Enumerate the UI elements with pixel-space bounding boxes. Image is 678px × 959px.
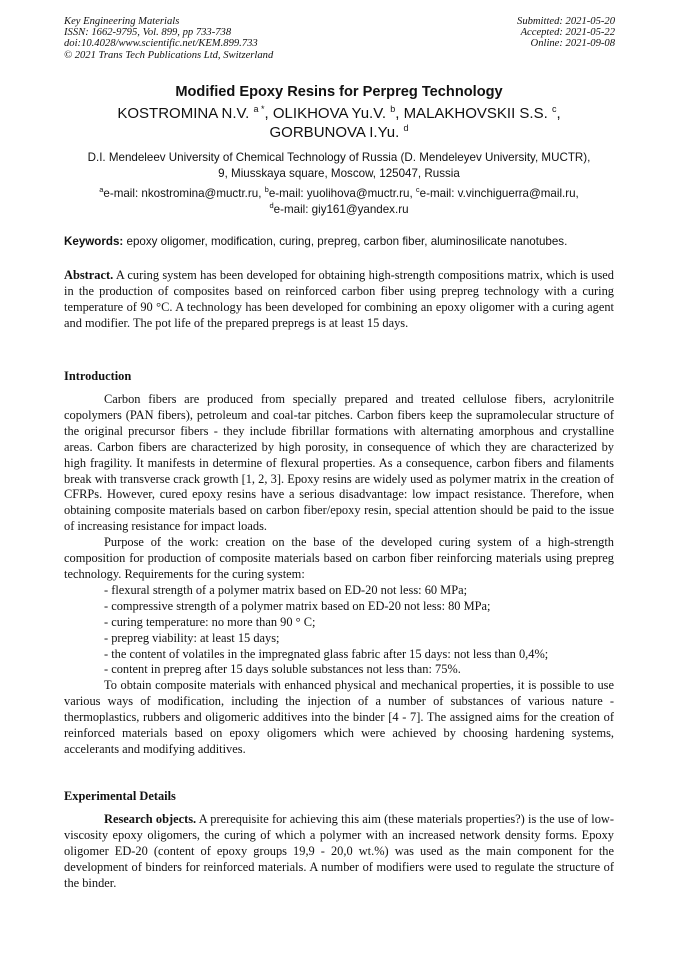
requirement-item: - flexural strength of a polymer matrix based on ED-20 not less: 60 MPa; bbox=[104, 582, 468, 597]
requirement-item: - compressive strength of a polymer matrix based on ED-20 not less: 80 MPa; bbox=[104, 598, 491, 613]
author-name: KOSTROMINA N.V. bbox=[117, 105, 250, 122]
requirement-item: - curing temperature: no more than 90 ° C; bbox=[104, 614, 316, 629]
keywords bbox=[64, 235, 624, 248]
email-link[interactable]: e-mail: giy161@yandex.ru bbox=[273, 202, 409, 216]
email-sup: b bbox=[264, 185, 269, 195]
paragraph: To obtain composite materials with enhanced physical and mechanical properties, it is possible to use various ways of modification, including the injection of a number of substances of various nature - thermoplastics, rubbers and oligomeric additives into the binder [4 - 7]. The assigned aims for the creation of reinforced materials based on epoxy oligomers which were achieved by choosing hardening systems, accelerants and modifying additives. bbox=[64, 678, 614, 756]
email-sup: c bbox=[415, 185, 420, 195]
introduction-body bbox=[64, 392, 614, 758]
requirement-item: - content in prepreg after 15 days soluble substances not less than: 75%. bbox=[104, 662, 461, 677]
copyright-line: © 2021 Trans Tech Publications Ltd, Switzerland bbox=[64, 49, 274, 61]
paragraph: Carbon fibers are produced from specially prepared and treated cellulose fibers, acrylonitrile copolymers (PAN fibers), petroleum and coal-tar pitches. Carbon fibers keep the supramolecular structure of the original precursor fibers - they include fibrillar formations with alternating amorphous and crystalline areas. Carbon fibers are characterized by high porosity, in consequence of which they are characterized by high fragility. It manifests in determine of flexural properties. As a consequence, carbon fibers and filaments break with transverse crack growth [1, 2, 3]. Epoxy resins are widely used as polymer matrix in the creation of CFRPs. However, cured epoxy resins have a serious disadvantage: low impact resistance. Therefore, when obtaining composite materials based on carbon fiber/epoxy resin, special attention should be paid to the issue of increasing resistance for impact loads. bbox=[64, 392, 614, 534]
affiliation bbox=[64, 150, 614, 181]
abstract-text: A curing system has been developed for obtaining high-strength compositions matrix, which is used in the production of composites based on reinforced carbon fiber using prepreg technology with a curing temperature of 90 °C. A technology has been developed for combining an epoxy oligomer with a curing agent and modifier. The pot life of the prepared prepregs is at least 15 days. bbox=[64, 268, 614, 330]
author-name: OLIKHOVA Yu.V. bbox=[272, 105, 387, 122]
affiliation-line: D.I. Mendeleev University of Chemical Technology of Russia (D. Mendeleyev University, MUCTR), bbox=[87, 151, 591, 164]
author-sup: d bbox=[403, 123, 409, 133]
email-link[interactable]: e-mail: nkostromina@muctr.ru, bbox=[103, 187, 262, 200]
doi-line[interactable]: doi:10.4028/www.scientific.net/KEM.899.733 bbox=[64, 38, 258, 50]
email-link[interactable]: e-mail: v.vinchiguerra@mail.ru, bbox=[419, 187, 579, 200]
accepted-date: Accepted: 2021-05-22 bbox=[520, 27, 615, 39]
abstract-label: Abstract. bbox=[64, 268, 114, 282]
email-list bbox=[64, 186, 614, 217]
requirement-item: - the content of volatiles in the impregnated glass fabric after 15 days: not less than 0,4%; bbox=[104, 646, 549, 661]
issn-line: ISSN: 1662-9795, Vol. 899, pp 733-738 bbox=[64, 27, 232, 39]
affiliation-line: 9, Miusskaya square, Moscow, 125047, Russia bbox=[218, 166, 460, 180]
email-link[interactable]: e-mail: yuolihova@muctr.ru, bbox=[268, 187, 413, 200]
paragraph: Purpose of the work: creation on the base of the developed curing system of a high-strength composition for production of composite materials based on carbon fiber reinforcing materials using prepreg technology. Requirements for the curing system: bbox=[64, 535, 614, 581]
email-sup: a bbox=[99, 185, 104, 195]
author-name: MALAKHOVSKII S.S. bbox=[403, 105, 548, 122]
keywords-text: epoxy oligomer, modification, curing, prepreg, carbon fiber, aluminosilicate nanotubes. bbox=[126, 235, 568, 248]
subsection-label: Research objects. bbox=[104, 812, 197, 826]
journal-name: Key Engineering Materials bbox=[64, 16, 180, 27]
author-sup: a * bbox=[253, 104, 265, 114]
author-name: GORBUNOVA I.Yu. bbox=[269, 124, 400, 141]
paper-title: Modified Epoxy Resins for Perpreg Technology bbox=[175, 84, 503, 100]
section-heading-introduction: Introduction bbox=[64, 369, 132, 383]
abstract bbox=[64, 268, 614, 332]
online-date: Online: 2021-09-08 bbox=[530, 38, 615, 50]
author-list: KOSTROMINA N.V. $^{a *}$, OLIKHOVA Yu.V. $^b$, MALAKHOVSKII S.S. $^c$, GORBUNOVA I.Yu. $^d$ bbox=[117, 104, 561, 141]
experimental-body bbox=[64, 812, 614, 892]
keywords-label: Keywords: bbox=[64, 235, 124, 248]
submitted-date: Submitted: 2021-05-20 bbox=[517, 16, 615, 27]
requirement-item: - prepreg viability: at least 15 days; bbox=[104, 630, 280, 645]
email-sup: d bbox=[269, 200, 274, 210]
journal-meta bbox=[64, 16, 273, 61]
author-sup: b bbox=[390, 104, 396, 114]
dates-meta bbox=[517, 16, 615, 50]
paragraph-text: A prerequisite for achieving this aim (these materials properties?) is the use of low-viscosity epoxy oligomers, the curing of which a polymer with an increased network density forms. Epoxy oligomer ED-20 (content of epoxy groups 19,9 - 20,0 wt.%) was used as the main component for the development of binders for reinforced materials. A number of modifiers were used to regulate the structure of the binder. bbox=[64, 812, 614, 890]
paragraph bbox=[64, 812, 614, 892]
author-sup: c bbox=[551, 104, 557, 114]
section-heading-experimental: Experimental Details bbox=[64, 789, 176, 803]
